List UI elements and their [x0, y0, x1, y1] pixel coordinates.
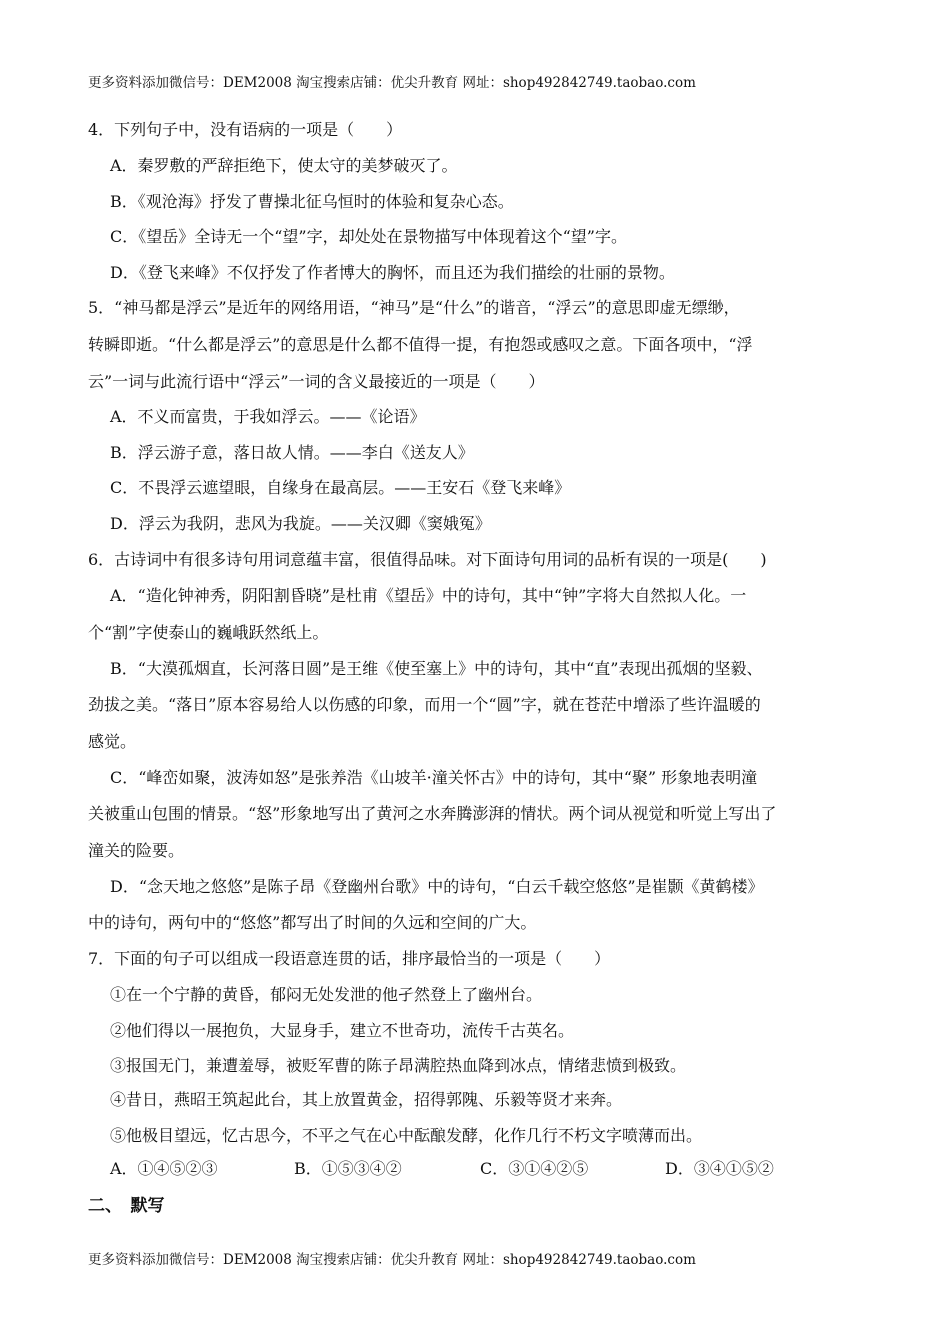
- q5-option-c: C．不畏浮云遮望眼，自缘身在最高层。——王安石《登飞来峰》: [110, 478, 571, 497]
- section-title-dictation: 二、 默写: [88, 1196, 165, 1216]
- q6-stem: 6．古诗词中有很多诗句用词意蕴丰富，很值得品味。对下面诗句用词的品析有误的一项是( ): [88, 550, 767, 569]
- q6-option-c-line1: C．“峰峦如聚，波涛如怒”是张养浩《山坡羊·潼关怀古》中的诗句，其中“聚” 形象地表明潼: [110, 768, 758, 787]
- q6-option-c-line3: 潼关的险要。: [88, 841, 185, 860]
- q4-option-d: D．《登飞来峰》不仅抒发了作者博大的胸怀，而且还为我们描绘的壮丽的景物。: [110, 263, 675, 282]
- q6-option-b-line2: 劲拔之美。“落日”原本容易给人以伤感的印象，而用一个“圆”字，就在苍茫中增添了些许温暖的: [88, 695, 761, 714]
- q7-option-c: C．③①④②⑤: [480, 1159, 589, 1178]
- q7-option-a: A．①④⑤②③: [110, 1159, 218, 1178]
- q4-option-a: A．秦罗敷的严辞拒绝下，使太守的美梦破灭了。: [110, 156, 458, 175]
- q7-option-d: D．③④①⑤②: [665, 1159, 774, 1178]
- q4-option-b: B．《观沧海》抒发了曹操北征乌恒时的体验和复杂心态。: [110, 192, 514, 211]
- q6-option-b-line1: B．“大漠孤烟直，长河落日圆”是王维《使至塞上》中的诗句，其中“直”表现出孤烟的坚毅、: [110, 659, 763, 678]
- q7-sentence-4: ④昔日，燕昭王筑起此台，其上放置黄金，招得郭隗、乐毅等贤才来奔。: [110, 1090, 623, 1109]
- q7-sentence-3: ③报国无门，兼遭羞辱，被贬军曹的陈子昂满腔热血降到冰点，情绪悲愤到极致。: [110, 1056, 687, 1075]
- q7-sentence-5: ⑤他极目望远，忆古思今，不平之气在心中酝酿发酵，化作几行不朽文字喷薄而出。: [110, 1126, 703, 1145]
- q5-stem-line2: 转瞬即逝。“什么都是浮云”的意思是什么都不值得一提，有抱怨或感叹之意。下面各项中，“浮: [88, 335, 753, 354]
- q6-option-c-line2: 关被重山包围的情景。“怒”形象地写出了黄河之水奔腾澎湃的情状。两个词从视觉和听觉上写出了: [88, 804, 777, 823]
- q7-sentence-2: ②他们得以一展抱负，大显身手，建立不世奇功，流传千古英名。: [110, 1021, 575, 1040]
- q5-option-b: B．浮云游子意，落日故人情。——李白《送友人》: [110, 443, 474, 462]
- page-header: 更多资料添加微信号：DEM2008 淘宝搜索店铺：优尖升教育 网址：shop492842749.taobao.com: [88, 75, 696, 91]
- q5-option-d: D．浮云为我阴，悲风为我旋。——关汉卿《窦娥冤》: [110, 514, 491, 533]
- q7-option-b: B．①⑤③④②: [294, 1159, 402, 1178]
- page-footer: 更多资料添加微信号：DEM2008 淘宝搜索店铺：优尖升教育 网址：shop492842749.taobao.com: [88, 1252, 696, 1268]
- q6-option-a-line1: A．“造化钟神秀，阴阳割昏晓”是杜甫《望岳》中的诗句，其中“钟”字将大自然拟人化。一: [110, 586, 747, 605]
- q6-option-b-line3: 感觉。: [88, 732, 137, 751]
- q6-option-d-line1: D．“念天地之悠悠”是陈子昂《登幽州台歌》中的诗句，“白云千载空悠悠”是崔颢《黄鹤楼》: [110, 877, 764, 896]
- q4-stem: 4．下列句子中，没有语病的一项是（ ）: [88, 120, 403, 139]
- q5-stem-line1: 5．“神马都是浮云”是近年的网络用语，“神马”是“什么”的谐音，“浮云”的意思即虚无缥缈，: [88, 298, 740, 317]
- q5-option-a: A．不义而富贵，于我如浮云。——《论语》: [110, 407, 426, 426]
- q6-option-d-line2: 中的诗句，两句中的“悠悠”都写出了时间的久远和空间的广大。: [88, 913, 537, 932]
- q7-sentence-1: ①在一个宁静的黄昏，郁闷无处发泄的他孑然登上了幽州台。: [110, 985, 543, 1004]
- q5-stem-line3: 云”一词与此流行语中“浮云”一词的含义最接近的一项是（ ）: [88, 372, 545, 391]
- q7-stem: 7．下面的句子可以组成一段语意连贯的话，排序最恰当的一项是（ ）: [88, 949, 611, 968]
- q4-option-c: C．《望岳》全诗无一个“望”字，却处处在景物描写中体现着这个“望”字。: [110, 227, 627, 246]
- q6-option-a-line2: 个“割”字使泰山的巍峨跃然纸上。: [88, 623, 329, 642]
